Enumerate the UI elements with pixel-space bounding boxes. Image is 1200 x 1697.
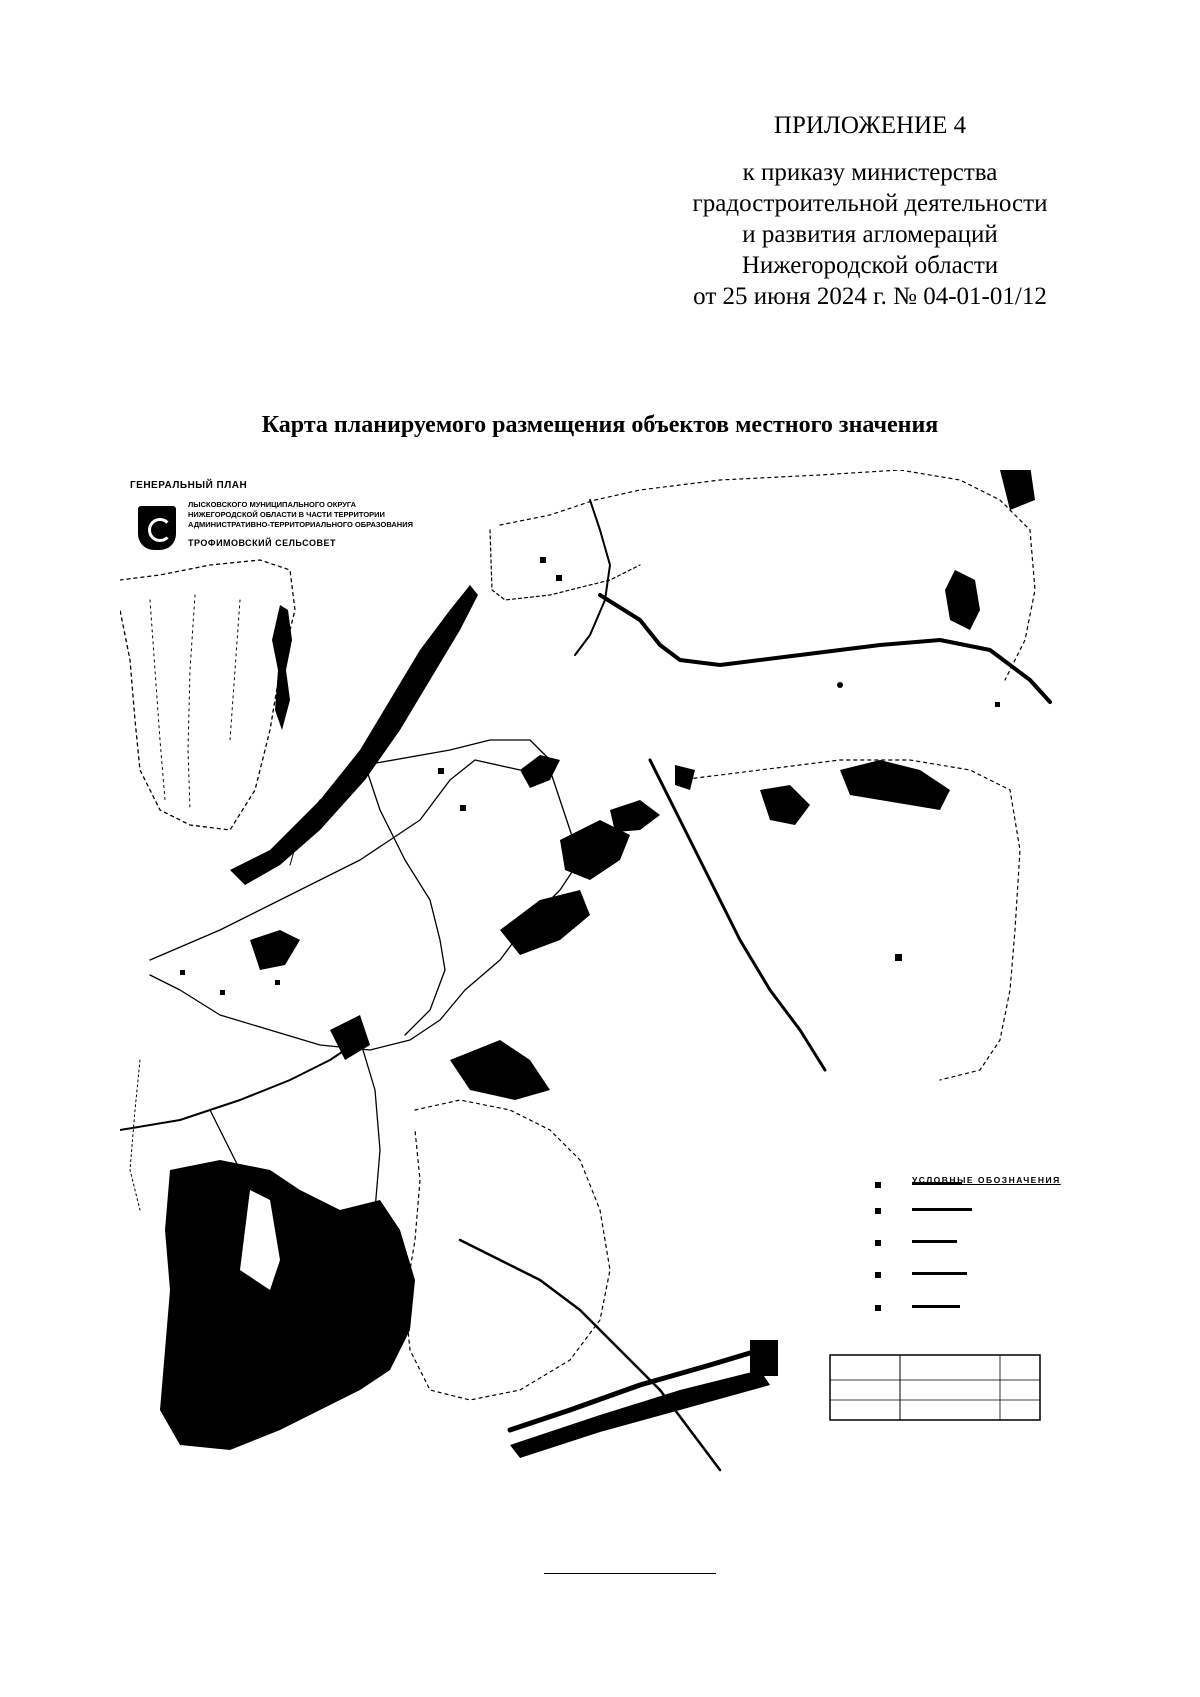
plan-desc-line: АДМИНИСТРАТИВНО-ТЕРРИТОРИАЛЬНОГО ОБРАЗОВАНИЯ	[188, 520, 413, 529]
coat-of-arms-icon	[138, 506, 176, 550]
plan-label: ГЕНЕРАЛЬНЫЙ ПЛАН	[130, 480, 248, 491]
appendix-line: градостроительной деятельности	[692, 190, 1048, 217]
document-title: Карта планируемого размещения объектов местного значения	[261, 412, 939, 438]
map-drawing	[120, 470, 1130, 1565]
legend-title: УСЛОВНЫЕ ОБОЗНАЧЕНИЯ	[912, 1175, 1061, 1185]
map-legend	[912, 1175, 1112, 1185]
plan-description	[188, 500, 518, 530]
appendix-line: Нижегородской области	[741, 252, 999, 279]
plan-desc-line: НИЖЕГОРОДСКОЙ ОБЛАСТИ В ЧАСТИ ТЕРРИТОРИИ	[188, 510, 385, 519]
appendix-heading: ПРИЛОЖЕНИЕ 4	[773, 112, 967, 139]
map-header	[130, 480, 510, 548]
appendix-line: и развития агломераций	[742, 221, 998, 248]
council-name: ТРОФИМОВСКИЙ СЕЛЬСОВЕТ	[188, 538, 336, 548]
planning-map	[120, 470, 1130, 1565]
footer-divider	[544, 1573, 716, 1574]
appendix-block	[620, 110, 1120, 312]
plan-desc-line: ЛЫСКОВСКОГО МУНИЦИПАЛЬНОГО ОКРУГА	[188, 500, 357, 509]
appendix-line: от 25 июня 2024 г. № 04-01-01/12	[693, 283, 1047, 310]
appendix-line: к приказу министерства	[742, 159, 998, 186]
